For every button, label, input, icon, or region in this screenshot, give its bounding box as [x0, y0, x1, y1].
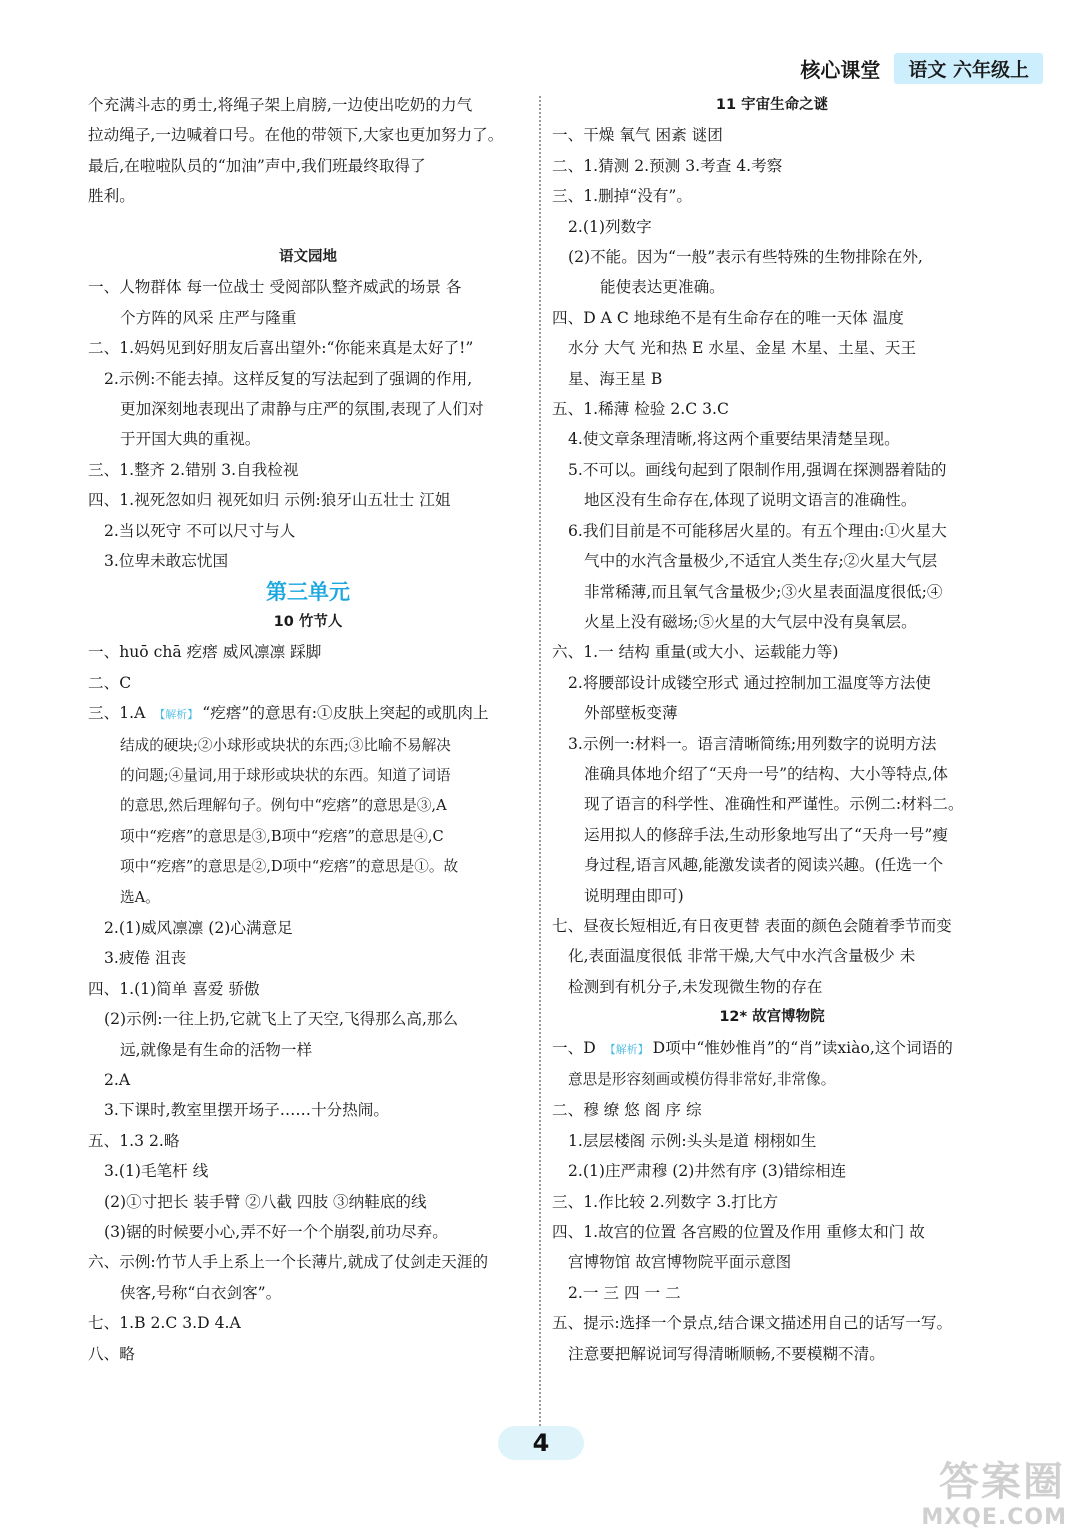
answer-text: 1.层层楼阁 示例:头头是道 栩栩如生	[568, 1131, 817, 1150]
answer-text: 2.示例:不能去掉。这样反复的写法起到了强调的作用,	[104, 369, 473, 388]
answer-line	[88, 394, 528, 424]
brand-title: 核心课堂	[800, 57, 881, 82]
answer-text: 能使表达更准确。	[600, 278, 725, 297]
answer-text: 3.(1)毛笔杆 线	[104, 1162, 209, 1181]
answer-line	[552, 759, 992, 789]
answer-text: 一、干燥 氧气 困紊 谜团	[552, 126, 723, 145]
column-divider	[539, 96, 541, 1426]
answer-line	[88, 822, 528, 852]
answer-text: 一、huō chā 疙瘩 威风凛凛 踩脚	[88, 643, 322, 662]
answer-text: 说明理由即可)	[584, 886, 684, 905]
answer-line	[552, 637, 992, 667]
answer-line	[88, 1095, 528, 1125]
answer-line	[552, 516, 992, 546]
answer-line	[88, 668, 528, 698]
answer-text: 五、1.3 2.略	[88, 1131, 180, 1150]
answer-line	[552, 364, 992, 394]
analysis-tag: 【解析】	[604, 1042, 649, 1056]
answer-text: 3.示例一:材料一。语言清晰简练;用列数字的说明方法	[568, 734, 937, 753]
answer-line	[552, 151, 992, 181]
answer-line	[88, 761, 528, 791]
answer-text: 2.一 三 四 一 二	[568, 1283, 681, 1302]
answer-line	[552, 1217, 992, 1247]
answer-text: 2.将腰部设计成镂空形式 通过控制加工温度等方法使	[568, 673, 931, 692]
answer-line	[88, 1004, 528, 1034]
watermark-logo	[885, 1450, 1075, 1530]
answer-line	[88, 791, 528, 821]
answer-text: 的意思,然后理解句子。例句中“疙瘩”的意思是③,A	[120, 797, 447, 815]
answer-line	[552, 729, 992, 759]
answer-line	[88, 1278, 528, 1308]
answer-line	[552, 972, 992, 1002]
answer-line	[552, 1156, 992, 1186]
answer-text: 化,表面温度很低 非常干燥,大气中水汽含量极少 未	[568, 947, 916, 966]
answer-text: (3)锯的时候要小心,弄不好一个个崩裂,前功尽弃。	[104, 1223, 448, 1242]
answer-line	[552, 485, 992, 515]
answer-text: 更加深刻地表现出了肃静与庄严的氛围,表现了人们对	[120, 400, 484, 419]
answer-line	[88, 546, 528, 576]
page-number: 4	[498, 1426, 584, 1460]
answer-text: 二、穆 缭 悠 阁 序 综	[552, 1101, 702, 1120]
answer-text: 八、略	[88, 1344, 135, 1363]
answer-line	[552, 120, 992, 150]
answer-line	[552, 881, 992, 911]
answer-text: 星、海王星 B	[568, 369, 663, 388]
answer-text: 选A。	[120, 888, 160, 906]
answer-text: 检测到有机分子,未发现微生物的存在	[568, 977, 823, 996]
answer-line	[88, 1156, 528, 1186]
answer-text: (2)①寸把长 装手臂 ②八截 四肢 ③纳鞋底的线	[104, 1192, 427, 1211]
answer-text: 拉动绳子,一边喊着口号。在他的带领下,大家也更加努力了。	[88, 126, 504, 145]
answer-text: D项中“惟妙惟肖”的“肖”读xiào,这个词语的	[652, 1038, 953, 1057]
subject-grade-label: 语文 六年级上	[894, 53, 1043, 84]
answer-text: 三、1.A	[88, 704, 151, 723]
answer-line	[552, 1339, 992, 1369]
watermark-text: 答案圈	[939, 1459, 1065, 1505]
answer-line	[88, 424, 528, 454]
answer-text: 远,就像是有生命的活物一样	[120, 1040, 313, 1059]
answer-text: 5.不可以。画线句起到了限制作用,强调在探测器着陆的	[568, 460, 947, 479]
answer-text: 外部壁板变薄	[584, 704, 678, 723]
answer-text: 地区没有生命存在,体现了说明文语言的准确性。	[584, 491, 917, 510]
answer-line	[552, 941, 992, 971]
answer-line	[88, 1308, 528, 1338]
answer-line	[88, 731, 528, 761]
answer-text: 五、提示:选择一个景点,结合课文描述用自己的话写一写。	[552, 1314, 953, 1333]
answer-line	[88, 943, 528, 973]
answer-text: 四、D A C 地球绝不是有生命存在的唯一天体 温度	[552, 308, 904, 327]
answer-text: “疙瘩”的意思有:①皮肤上突起的或肌肉上	[202, 704, 489, 723]
answer-line	[552, 1247, 992, 1277]
answer-text: 六、示例:竹节人手上系上一个长薄片,就成了仗剑走天涯的	[88, 1253, 489, 1272]
spacer	[88, 212, 528, 242]
answer-line	[88, 333, 528, 363]
answer-text: 注意要把解说词写得清晰顺畅,不要模糊不清。	[568, 1344, 885, 1363]
answer-line	[552, 1278, 992, 1308]
answer-text: 二、1.妈妈见到好朋友后喜出望外:“你能来真是太好了!”	[88, 339, 474, 358]
answer-text: 六、1.一 结构 重量(或大小、运载能力等)	[552, 643, 839, 662]
answer-text: 4.使文章条理清晰,将这两个重要结果清楚呈现。	[568, 430, 900, 449]
answer-line	[88, 151, 528, 181]
answer-text: 项中“疙瘩”的意思是③,B项中“疙瘩”的意思是④,C	[120, 827, 444, 845]
answer-text: 3.疲倦 沮丧	[104, 949, 187, 968]
answer-text: 身过程,语言风趣,能激发读者的阅读兴趣。(任选一个	[584, 856, 944, 875]
answer-text: 七、昼夜长短相近,有日夜更替 表面的颜色会随着季节而变	[552, 916, 952, 935]
answer-line	[88, 120, 528, 150]
answer-line	[552, 1187, 992, 1217]
answer-line	[88, 974, 528, 1004]
answer-line	[88, 485, 528, 515]
answer-text: (2)不能。因为“一般”表示有些特殊的生物排除在外,	[568, 248, 923, 267]
left-column	[88, 90, 528, 1369]
answer-text: 三、1.整齐 2.错别 3.自我检视	[88, 460, 299, 479]
answer-line	[552, 668, 992, 698]
answer-line	[88, 698, 528, 730]
answer-text: 水分 大气 光和热 E 水星、金星 木星、土星、天王	[568, 339, 917, 358]
answer-line	[552, 455, 992, 485]
answer-line	[88, 90, 528, 120]
answer-text: 3.位卑未敢忘忧国	[104, 552, 229, 571]
answer-line	[88, 1187, 528, 1217]
answer-text: 项中“疙瘩”的意思是②,D项中“疙瘩”的意思是①。故	[120, 858, 459, 876]
answer-text: 四、1.(1)简单 喜爱 骄傲	[88, 979, 260, 998]
answer-line	[552, 1095, 992, 1125]
answer-text: 四、1.视死忽如归 视死如归 示例:狼牙山五壮士 江姐	[88, 491, 451, 510]
unit-heading: 第三单元	[266, 579, 350, 604]
answer-line	[88, 637, 528, 667]
answer-text: 二、1.猜测 2.预测 3.考查 4.考察	[552, 156, 783, 175]
answer-text: 意思是形容刻画或模仿得非常好,非常像。	[568, 1071, 836, 1088]
answer-text: 2.A	[104, 1071, 131, 1089]
answer-line	[552, 1308, 992, 1338]
answer-line	[552, 911, 992, 941]
answer-line	[552, 820, 992, 850]
answer-text: 的问题;④量词,用于球形或块状的东西。知道了词语	[120, 766, 451, 784]
answer-line	[88, 364, 528, 394]
answer-text: 七、1.B 2.C 3.D 4.A	[88, 1314, 241, 1333]
answer-text: 运用拟人的修辞手法,生动形象地写出了“天舟一号”瘦	[584, 825, 948, 844]
answer-line	[552, 789, 992, 819]
answer-line	[552, 333, 992, 363]
answer-line	[552, 577, 992, 607]
answer-line	[88, 913, 528, 943]
answer-text: 气中的水汽含量极少,不适宜人类生存;②火星大气层	[584, 552, 938, 571]
answer-text: 侠客,号称“白衣剑客”。	[120, 1283, 282, 1302]
answer-text: 个充满斗志的勇士,将绳子架上肩膀,一边使出吃奶的力气	[88, 96, 473, 114]
answer-line	[88, 272, 528, 302]
answer-text: 火星上没有磁场;⑤火星的大气层中没有臭氧层。	[584, 612, 917, 631]
answer-text: 宫博物馆 故宫博物院平面示意图	[568, 1253, 792, 1272]
answer-text: 2.(1)庄严肃穆 (2)井然有序 (3)错综相连	[568, 1162, 847, 1181]
answer-line	[552, 424, 992, 454]
answer-text: 结成的硬块;②小球形或块状的东西;③比喻不易解决	[120, 736, 451, 754]
answer-line	[552, 272, 992, 302]
answer-line	[88, 1035, 528, 1065]
answer-line	[552, 303, 992, 333]
answer-text: 2.(1)列数字	[568, 217, 652, 236]
answer-line	[88, 852, 528, 882]
answer-line	[88, 455, 528, 485]
answer-text: 最后,在啦啦队员的“加油”声中,我们班最终取得了	[88, 156, 426, 175]
answer-line	[552, 242, 992, 272]
answer-line	[552, 607, 992, 637]
answer-text: 2.当以死守 不可以尺寸与人	[104, 521, 296, 540]
answer-line	[88, 1065, 528, 1095]
section-title: 10 竹节人	[273, 613, 343, 630]
answer-text: 准确具体地介绍了“天舟一号”的结构、大小等特点,体	[584, 764, 948, 783]
answer-text: 于开国大典的重视。	[120, 430, 261, 449]
answer-line	[552, 546, 992, 576]
answer-text: 个方阵的风采 庄严与隆重	[120, 308, 297, 327]
answer-line	[552, 1033, 992, 1065]
answer-line	[88, 883, 528, 913]
answer-line	[88, 181, 528, 211]
answer-text: 胜利。	[88, 187, 135, 206]
answer-text: 三、1.删掉“没有”。	[552, 187, 692, 206]
answer-text: 2.(1)威风凛凛 (2)心满意足	[104, 918, 293, 937]
answer-line	[552, 181, 992, 211]
answer-line	[552, 850, 992, 880]
section-title: 语文园地	[279, 249, 337, 266]
answer-line	[552, 212, 992, 242]
answer-line	[552, 1126, 992, 1156]
answer-text: (2)示例:一往上扔,它就飞上了天空,飞得那么高,那么	[104, 1010, 459, 1029]
answer-text: 三、1.作比较 2.列数字 3.打比方	[552, 1192, 779, 1211]
answer-line	[88, 1126, 528, 1156]
answer-line	[552, 1065, 992, 1095]
watermark-url: MXQE.COM	[921, 1505, 1067, 1530]
answer-text: 6.我们目前是不可能移居火星的。有五个理由:①火星大	[568, 521, 947, 540]
answer-line	[552, 698, 992, 728]
answer-line	[88, 516, 528, 546]
answer-text: 非常稀薄,而且氧气含量极少;③火星表面温度很低;④	[584, 582, 943, 601]
analysis-tag: 【解析】	[154, 708, 199, 722]
answer-text: 一、D	[552, 1038, 601, 1057]
answer-text: 一、人物群体 每一位战士 受阅部队整齐威武的场景 各	[88, 278, 462, 297]
answer-line	[88, 1339, 528, 1369]
answer-text: 现了语言的科学性、准确性和严谨性。示例二:材料二。	[584, 795, 964, 814]
right-column	[552, 90, 992, 1369]
answer-line	[552, 394, 992, 424]
answer-text: 二、C	[88, 673, 132, 692]
answer-text: 3.下课时,教室里摆开场子……十分热闹。	[104, 1101, 389, 1120]
answer-line	[88, 303, 528, 333]
section-title: 12* 故宫博物院	[719, 1009, 825, 1026]
page-header	[800, 52, 1043, 84]
section-title: 11 宇宙生命之谜	[715, 97, 829, 113]
answer-line	[88, 1217, 528, 1247]
answer-text: 四、1.故宫的位置 各宫殿的位置及作用 重修太和门 故	[552, 1223, 925, 1242]
answer-text: 五、1.稀薄 检验 2.C 3.C	[552, 400, 729, 419]
answer-line	[88, 1247, 528, 1277]
